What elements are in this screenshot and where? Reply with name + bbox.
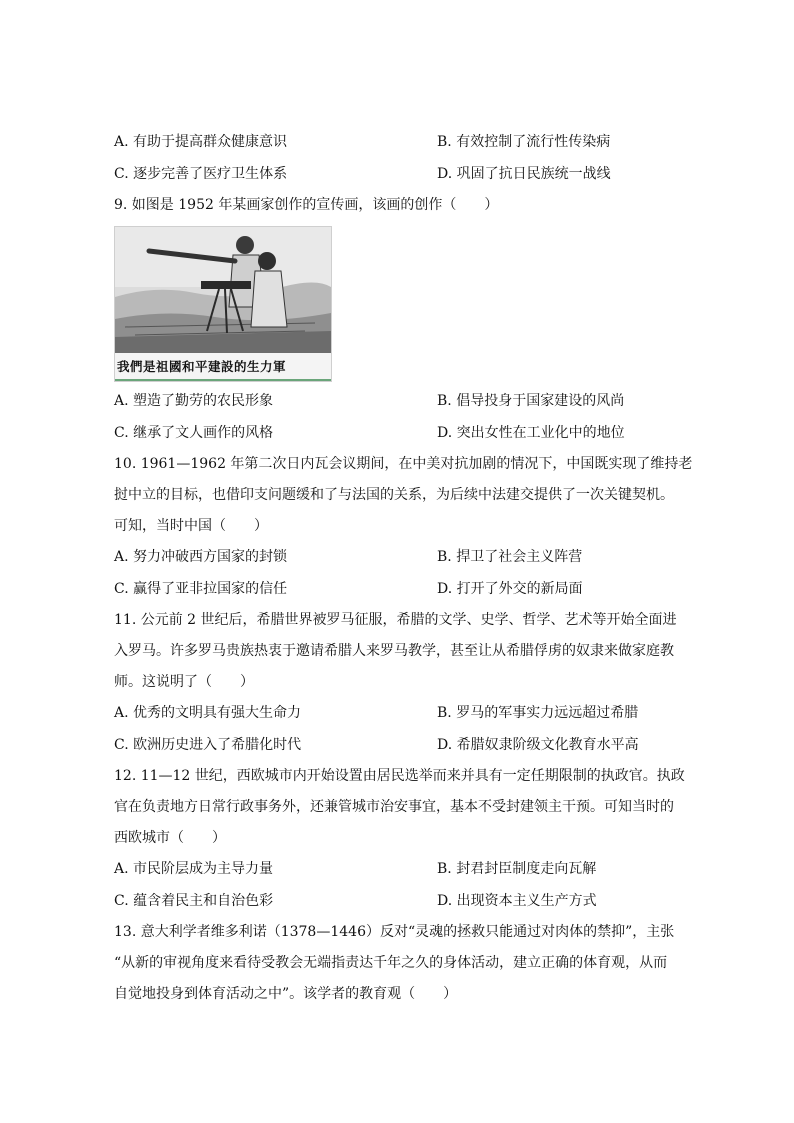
q10-option-b: B. 捍卫了社会主义阵营: [437, 549, 583, 565]
q8-option-c: C. 逐步完善了医疗卫生体系: [114, 166, 288, 182]
q12-stem-line-2: 官在负责地方日常行政事务外，还兼管城市治安事宜，基本不受封建领主干预。可知当时的: [114, 799, 674, 815]
q10-stem-line-2: 挝中立的目标，也借印支问题缓和了与法国的关系，为后续中法建交提供了一次关键契机。: [114, 487, 674, 503]
q13-stem-line-2: “从新的审视角度来看待受教会无端指责达千年之久的身体活动，建立正确的体育观，从而: [114, 955, 668, 971]
q11-option-a: A. 优秀的文明具有强大生命力: [114, 705, 302, 721]
q11-option-d: D. 希腊奴隶阶级文化教育水平高: [437, 737, 639, 753]
q8-option-a: A. 有助于提高群众健康意识: [114, 134, 288, 150]
q11-stem-line-2: 入罗马。许多罗马贵族热衷于邀请希腊人来罗马教学，甚至让从希腊俘虏的奴隶来做家庭教: [114, 643, 674, 659]
propaganda-poster-image: [114, 226, 332, 382]
q12-option-d: D. 出现资本主义生产方式: [437, 893, 597, 909]
q10-option-a: A. 努力冲破西方国家的封锁: [114, 549, 288, 565]
q9-option-b: B. 倡导投身于国家建设的风尚: [437, 393, 625, 409]
poster-illustration: [115, 227, 331, 355]
q12-option-a: A. 市民阶层成为主导力量: [114, 861, 274, 877]
q9-stem: 9. 如图是 1952 年某画家创作的宣传画，该画的创作（ ）: [114, 197, 499, 213]
q10-option-d: D. 打开了外交的新局面: [437, 581, 583, 597]
q10-stem-line-1: 10. 1961—1962 年第二次日内瓦会议期间，在中美对抗加剧的情况下，中国既实现了维持老: [114, 456, 693, 472]
q12-stem-line-1: 12. 11—12 世纪，西欧城市内开始设置由居民选举而来并具有一定任期限制的执政官。执政: [114, 768, 685, 784]
q12-option-b: B. 封君封臣制度走向瓦解: [437, 861, 597, 877]
q11-option-c: C. 欧洲历史进入了希腊化时代: [114, 737, 302, 753]
q13-stem-line-1: 13. 意大利学者维多利诺（1378—1446）反对“灵魂的拯救只能通过对肉体的禁抑”，主张: [114, 924, 675, 940]
poster-caption-bar: [115, 353, 331, 381]
q8-option-b: B. 有效控制了流行性传染病: [437, 134, 611, 150]
q10-option-c: C. 赢得了亚非拉国家的信任: [114, 581, 288, 597]
q9-option-c: C. 继承了文人画作的风格: [114, 425, 274, 441]
q12-stem-line-3: 西欧城市（ ）: [114, 830, 226, 846]
q13-stem-line-3: 自觉地投身到体育活动之中”。该学者的教育观（ ）: [114, 986, 458, 1002]
q8-option-d: D. 巩固了抗日民族统一战线: [437, 166, 611, 182]
q9-option-a: A. 塑造了勤劳的农民形象: [114, 393, 274, 409]
q10-stem-line-3: 可知，当时中国（ ）: [114, 518, 268, 534]
q9-option-d: D. 突出女性在工业化中的地位: [437, 425, 625, 441]
q11-stem-line-1: 11. 公元前 2 世纪后，希腊世界被罗马征服，希腊的文学、史学、哲学、艺术等开始全面进: [114, 612, 677, 628]
q11-stem-line-3: 师。这说明了（ ）: [114, 674, 254, 690]
q12-option-c: C. 蕴含着民主和自治色彩: [114, 893, 274, 909]
q11-option-b: B. 罗马的军事实力远远超过希腊: [437, 705, 639, 721]
poster-caption: 我們是祖國和平建設的生力軍: [117, 359, 287, 374]
